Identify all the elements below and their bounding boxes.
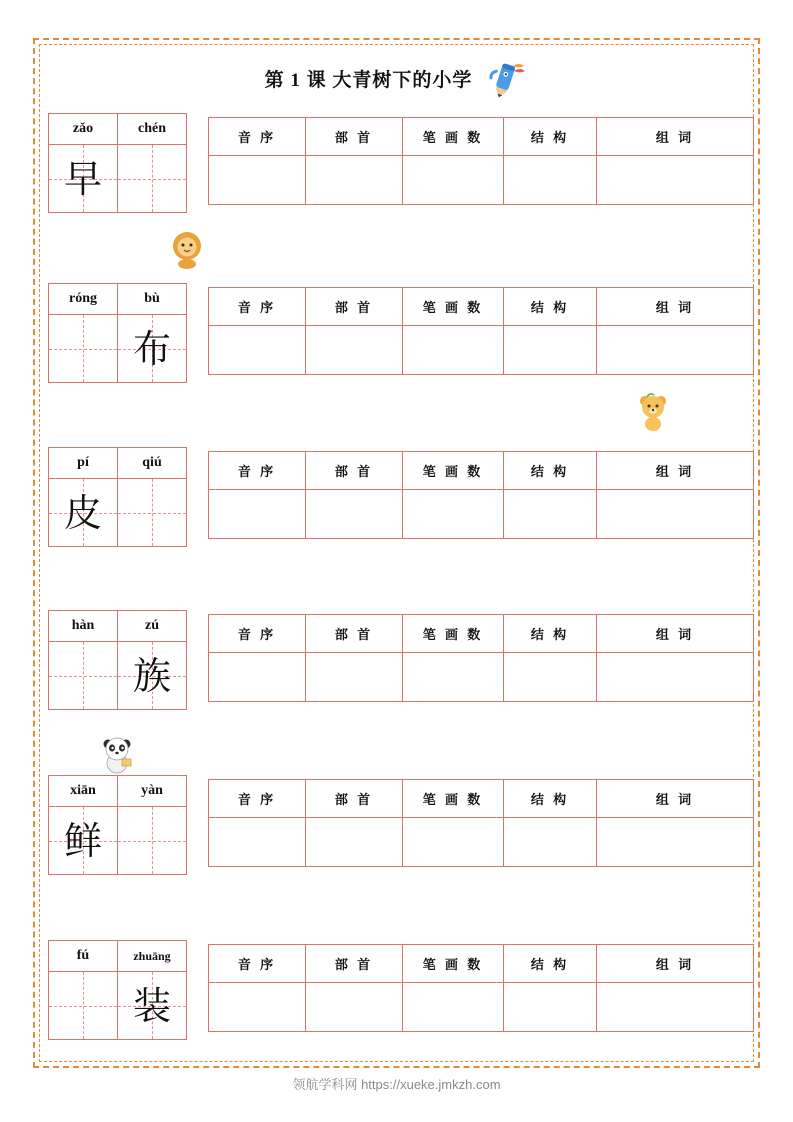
tianzige-left[interactable] xyxy=(48,314,118,383)
tianzige-left[interactable] xyxy=(48,144,118,213)
header-jiegou: 结 构 xyxy=(504,780,597,818)
header-bihuashu: 笔 画 数 xyxy=(403,780,504,818)
header-yinxu: 音 序 xyxy=(209,452,306,490)
answer-yinxu[interactable] xyxy=(209,818,306,867)
pinyin-cell-left: hàn xyxy=(48,610,118,642)
info-table xyxy=(208,614,754,702)
pinyin-cell-left: róng xyxy=(48,283,118,315)
table-answer-row xyxy=(209,653,754,702)
hanzi-left: 早 xyxy=(63,156,102,201)
pinyin-cell-right: qiú xyxy=(117,447,187,479)
answer-zuci[interactable] xyxy=(597,983,754,1032)
answer-bihuashu[interactable] xyxy=(403,818,504,867)
page-title-text: 第 1 课 大青树下的小学 xyxy=(264,69,473,91)
answer-yinxu[interactable] xyxy=(209,983,306,1032)
info-table xyxy=(208,779,754,867)
header-bushou: 部 首 xyxy=(306,288,403,326)
header-bushou: 部 首 xyxy=(306,118,403,156)
pinyin-cell-right: zhuāng xyxy=(117,940,187,972)
hanzi-left xyxy=(49,315,117,382)
tianzige-left[interactable] xyxy=(48,641,118,710)
info-table xyxy=(208,117,754,205)
info-table xyxy=(208,451,754,539)
character-box xyxy=(48,283,188,383)
answer-zuci[interactable] xyxy=(597,490,754,539)
answer-yinxu[interactable] xyxy=(209,490,306,539)
pinyin-cell-right: zú xyxy=(117,610,187,642)
tianzige-right[interactable] xyxy=(117,641,187,710)
answer-bushou[interactable] xyxy=(306,156,403,205)
header-bushou: 部 首 xyxy=(306,452,403,490)
header-bihuashu: 笔 画 数 xyxy=(403,452,504,490)
answer-bushou[interactable] xyxy=(306,326,403,375)
answer-zuci[interactable] xyxy=(597,326,754,375)
character-box xyxy=(48,113,188,213)
header-bushou: 部 首 xyxy=(306,615,403,653)
table-answer-row xyxy=(209,983,754,1032)
answer-bushou[interactable] xyxy=(306,983,403,1032)
answer-jiegou[interactable] xyxy=(504,818,597,867)
character-box xyxy=(48,940,188,1040)
exercise-row xyxy=(48,775,748,875)
header-jiegou: 结 构 xyxy=(504,452,597,490)
header-bihuashu: 笔 画 数 xyxy=(403,615,504,653)
hanzi-left: 皮 xyxy=(63,490,102,535)
answer-bihuashu[interactable] xyxy=(403,490,504,539)
answer-jiegou[interactable] xyxy=(504,983,597,1032)
table-answer-row xyxy=(209,818,754,867)
hanzi-left: 鲜 xyxy=(63,818,102,863)
table-header-row xyxy=(209,945,754,983)
pinyin-cell-left: xiān xyxy=(48,775,118,807)
character-box xyxy=(48,447,188,547)
answer-bihuashu[interactable] xyxy=(403,653,504,702)
answer-zuci[interactable] xyxy=(597,653,754,702)
answer-zuci[interactable] xyxy=(597,156,754,205)
answer-jiegou[interactable] xyxy=(504,156,597,205)
exercise-row xyxy=(48,610,748,710)
answer-yinxu[interactable] xyxy=(209,653,306,702)
header-jiegou: 结 构 xyxy=(504,945,597,983)
exercise-row xyxy=(48,113,748,213)
header-jiegou: 结 构 xyxy=(504,615,597,653)
hanzi-left xyxy=(49,642,117,709)
hanzi-right xyxy=(118,145,186,212)
header-jiegou: 结 构 xyxy=(504,118,597,156)
lion-sticker xyxy=(168,228,206,270)
header-jiegou: 结 构 xyxy=(504,288,597,326)
pinyin-cell-left: zǎo xyxy=(48,113,118,145)
pinyin-cell-right: bù xyxy=(117,283,187,315)
table-answer-row xyxy=(209,490,754,539)
tianzige-right[interactable] xyxy=(117,478,187,547)
table-header-row xyxy=(209,452,754,490)
header-yinxu: 音 序 xyxy=(209,288,306,326)
header-zuci: 组 词 xyxy=(597,288,754,326)
header-yinxu: 音 序 xyxy=(209,615,306,653)
answer-yinxu[interactable] xyxy=(209,326,306,375)
exercise-row xyxy=(48,447,748,547)
header-zuci: 组 词 xyxy=(597,452,754,490)
answer-bihuashu[interactable] xyxy=(403,983,504,1032)
footer-watermark: 领航学科网 https://xueke.jmkzh.com xyxy=(292,1077,501,1092)
hanzi-right xyxy=(118,807,186,874)
answer-jiegou[interactable] xyxy=(504,490,597,539)
exercise-row xyxy=(48,940,748,1040)
table-header-row xyxy=(209,288,754,326)
panda-sticker xyxy=(98,735,136,777)
hanzi-right: 装 xyxy=(132,983,171,1028)
header-bihuashu: 笔 画 数 xyxy=(403,945,504,983)
header-zuci: 组 词 xyxy=(597,615,754,653)
info-table xyxy=(208,944,754,1032)
pinyin-cell-right: chén xyxy=(117,113,187,145)
answer-jiegou[interactable] xyxy=(504,653,597,702)
hanzi-left xyxy=(49,972,117,1039)
tianzige-left[interactable] xyxy=(48,806,118,875)
pencil-icon xyxy=(480,60,528,100)
header-yinxu: 音 序 xyxy=(209,780,306,818)
header-bihuashu: 笔 画 数 xyxy=(403,288,504,326)
bear-sticker xyxy=(634,390,672,432)
page-title xyxy=(0,58,793,98)
table-answer-row xyxy=(209,326,754,375)
tianzige-left[interactable] xyxy=(48,971,118,1040)
character-box xyxy=(48,775,188,875)
tianzige-right[interactable] xyxy=(117,806,187,875)
answer-bushou[interactable] xyxy=(306,490,403,539)
tianzige-right[interactable] xyxy=(117,971,187,1040)
header-zuci: 组 词 xyxy=(597,780,754,818)
header-bushou: 部 首 xyxy=(306,780,403,818)
tianzige-right[interactable] xyxy=(117,144,187,213)
answer-bihuashu[interactable] xyxy=(403,156,504,205)
answer-bushou[interactable] xyxy=(306,818,403,867)
hanzi-right: 族 xyxy=(132,653,171,698)
header-yinxu: 音 序 xyxy=(209,118,306,156)
header-yinxu: 音 序 xyxy=(209,945,306,983)
table-header-row xyxy=(209,615,754,653)
exercise-row xyxy=(48,283,748,383)
pinyin-cell-right: yàn xyxy=(117,775,187,807)
answer-zuci[interactable] xyxy=(597,818,754,867)
header-zuci: 组 词 xyxy=(597,118,754,156)
hanzi-right xyxy=(118,479,186,546)
answer-bihuashu[interactable] xyxy=(403,326,504,375)
header-bihuashu: 笔 画 数 xyxy=(403,118,504,156)
pinyin-cell-left: pí xyxy=(48,447,118,479)
answer-jiegou[interactable] xyxy=(504,326,597,375)
header-bushou: 部 首 xyxy=(306,945,403,983)
info-table xyxy=(208,287,754,375)
pinyin-cell-left: fú xyxy=(48,940,118,972)
table-answer-row xyxy=(209,156,754,205)
header-zuci: 组 词 xyxy=(597,945,754,983)
tianzige-left[interactable] xyxy=(48,478,118,547)
character-box xyxy=(48,610,188,710)
answer-yinxu[interactable] xyxy=(209,156,306,205)
hanzi-right: 布 xyxy=(132,326,171,371)
table-header-row xyxy=(209,118,754,156)
answer-bushou[interactable] xyxy=(306,653,403,702)
table-header-row xyxy=(209,780,754,818)
tianzige-right[interactable] xyxy=(117,314,187,383)
